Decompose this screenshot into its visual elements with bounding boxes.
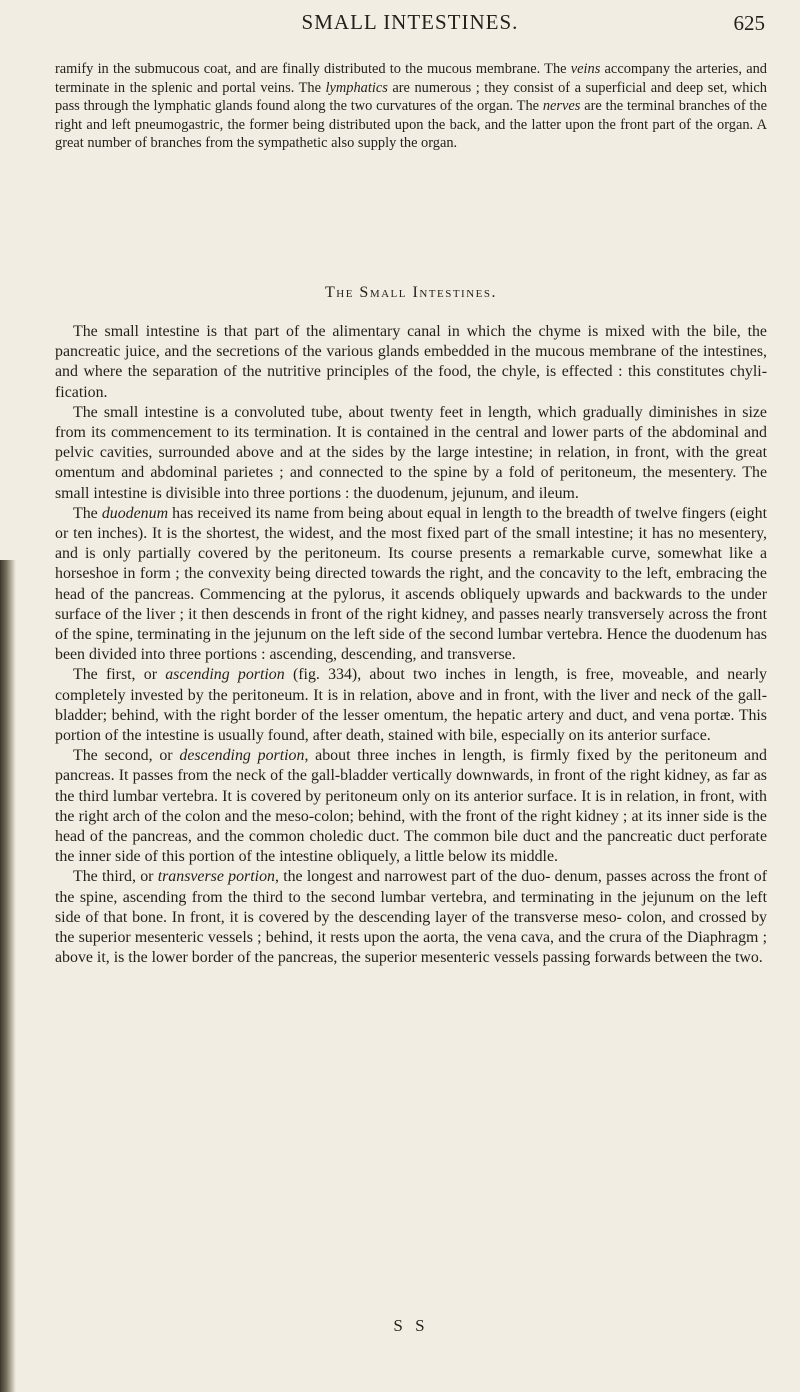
paragraph-5 [55, 746, 767, 867]
paragraph-1: The small intestine is that part of the alimentary canal in which the chyme is mixed with the bile, the pancreatic juice, and the secretions of the various glands embedded in the mucous membrane of the intestines, and where the separation of the nutritive principles of the food, the chyle, is effected : this constitutes chyli- fication. [55, 323, 767, 401]
italic-term: veins [570, 61, 601, 77]
running-head [60, 10, 765, 50]
text-run: has received its name from being about equal in length to the breadth of twelve fingers (eight or ten inches). It is the shortest, the widest, and the most fixed part of the small intestine; it has no mesentery, and is only partially covered by the peritoneum. Its course presents a remarkable curve, somewhat like a horseshoe in form ; the convexity being directed towards the right, and the concavity to the left, embracing the head of the pancreas. Commencing at the pylorus, it ascends obliquely upwards and backwards to the under surface of the liver ; it then descends in front of the right kidney, and passes nearly transversely across the front of the spine, terminating in the jejunum on the left side of the second lumbar vertebra. Hence the duodenum has been divided into three portions : ascending, descending, and transverse. [55, 504, 767, 664]
page-edge-shadow [0, 560, 16, 1392]
page-number: 625 [733, 11, 765, 35]
paragraph-3 [55, 504, 767, 666]
text-run: The third, or [73, 868, 158, 886]
text-run: are numerous ; they consist of a superficial and deep set, which pass through the lymphatic glands found along the two curvatures of the organ. The [55, 79, 768, 115]
text-run: The [73, 504, 102, 522]
italic-term: transverse portion [157, 868, 275, 886]
section-heading: The Small Intestines. [325, 284, 497, 301]
italic-term: duodenum [101, 504, 169, 522]
italic-term: ascending portion [165, 666, 285, 684]
text-run: , about three inches in length, is firmly fixed by the peritoneum and pancreas. It passes from the neck of the gall-bladder vertically downwards, in front of the right kidney, as far as the third lumbar vertebra. It is covered by peritoneum only on its anterior surface. It is in relation, in front, with the right arch of the colon and the meso-colon; behind, with the front of the right kidney ; at its inner side is the head of the pancreas, and the common choledic duct. The common bile duct and the pancreatic duct perforate the inner side of this portion of the intestine obliquely, a little below its middle. [55, 747, 767, 866]
text-run: The second, or [73, 747, 180, 765]
text-run: (fig. 334), about two inches in length, is free, moveable, and nearly completely invested by the peritoneum. It is in relation, above and in front, with the liver and neck of the gall-bladder; behind, with the right border of the lesser omentum, the hepatic artery and duct, and vena portæ. This portion of the intestine is usually found, after death, stained with bile, especially on its anterior surface. [55, 666, 767, 745]
italic-term: nerves [542, 98, 581, 115]
text-run: ramify in the submucous coat, and are finally distributed to the mucous membrane. The [55, 61, 571, 77]
signature-mark: S S [393, 1316, 429, 1335]
text-run: accompany the arteries, and terminate in the splenic and portal veins. The [55, 61, 767, 96]
paragraph-6 [55, 867, 767, 968]
text-run: are the terminal branches of the right and left pneumogastric, the former being distributed upon the back, and the latter upon the front part of the organ. A great number of branches from the sympathetic also supply the organ. [55, 98, 767, 152]
text-run: , the longest and narrowest part of the duo- denum, passes across the front of the spine, ascending from the third to the second lumbar vertebra, and terminating in the jejunum on the left side of that bone. In front, it is covered by the descending layer of the transverse meso- colon, and crossed by the superior mesenteric vessels ; behind, it rests upon the aorta, the vena cava, and the crura of the Diaphragm ; above it, is the lower border of the pancreas, the superior mesenteric vessels passing forwards between the two. [55, 868, 767, 967]
paragraph-4 [55, 665, 767, 746]
text-run: The first, or [73, 666, 166, 684]
italic-term: descending portion [179, 747, 305, 765]
paragraph-2: The small intestine is a convoluted tube, about twenty feet in length, which gradually diminishes in size from its commencement to its termination. It is contained in the central and lower parts of the abdominal and pelvic cavities, surrounded above and at the sides by the large intestine; in relation, in front, with the great omentum and abdominal parietes ; and connected to the spine by a fold of peritoneum, the mesentery. The small intestine is divisible into three portions : the duodenum, jejunum, and ileum. [55, 403, 767, 502]
running-head-title: SMALL INTESTINES. [301, 10, 519, 34]
intro-text [55, 60, 767, 153]
intro-paragraph [55, 60, 767, 153]
italic-term: lymphatics [325, 79, 388, 96]
main-text [55, 322, 767, 969]
